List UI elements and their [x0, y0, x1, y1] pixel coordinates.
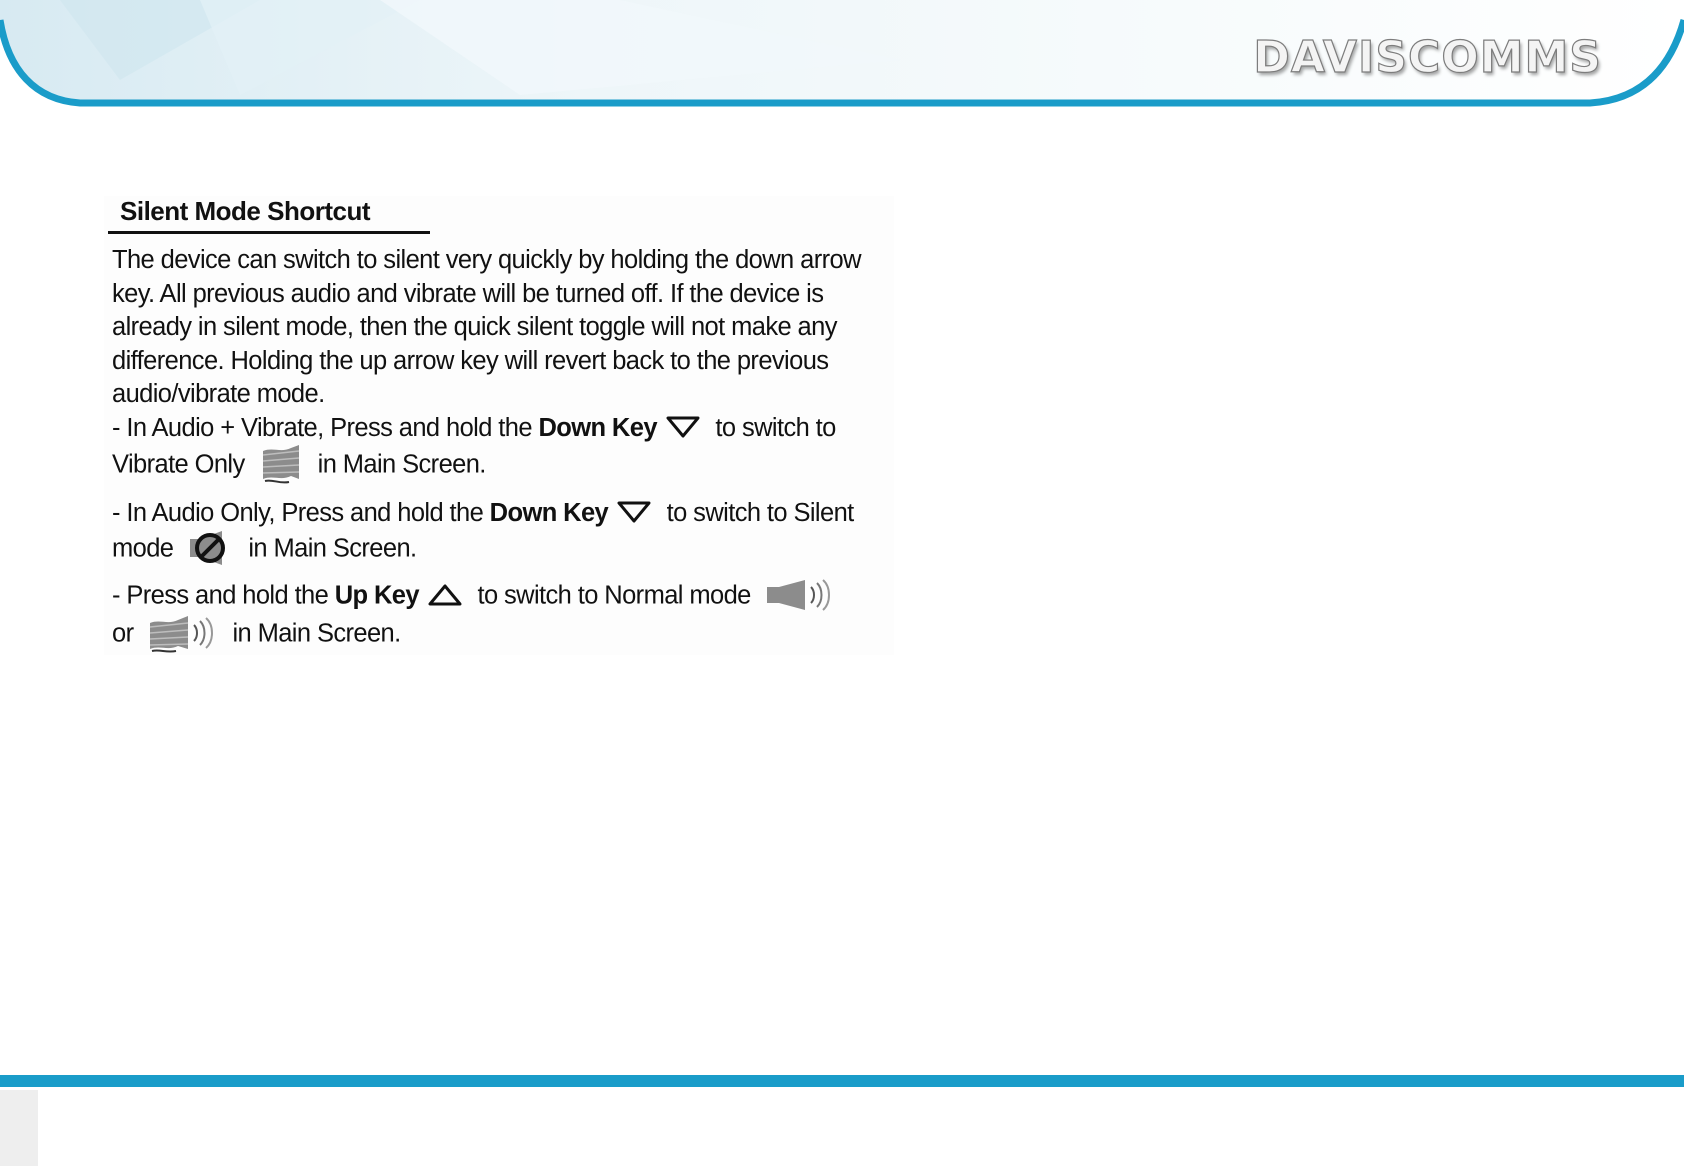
down-arrow-key-icon — [616, 500, 652, 524]
header-banner — [0, 0, 1684, 110]
intro-paragraph: The device can switch to silent very quickly by holding the down arrow key. All previous audio and vibrate will be turned off. If the device is already in silent mode, then the quick silent toggle will not make any difference. Holding the up arrow key will revert back to the previous audio/vibrate mode. — [112, 246, 861, 408]
daviscomms-logo: DAVISCOMMS — [1253, 32, 1602, 83]
step-audio-vibrate: - In Audio + Vibrate, Press and hold the Down Key to switch to Vibrate Only in Main Screen. — [112, 412, 892, 488]
step-audio-only: - In Audio Only, Press and hold the Down Key to switch to Silent mode in Main Screen. — [112, 497, 892, 569]
silent-mode-icon — [188, 529, 234, 567]
body-text — [112, 244, 892, 655]
content-panel — [104, 196, 894, 655]
up-key-label: Up Key — [334, 581, 419, 610]
down-arrow-key-icon — [665, 415, 701, 439]
normal-audio-icon — [765, 577, 835, 613]
footer-page-tab — [0, 1090, 38, 1166]
down-key-label: Down Key — [538, 413, 657, 442]
audio-vibrate-icon — [148, 613, 218, 653]
step-normal-mode: - Press and hold the Up Key to switch to Normal mode or in Main Screen. — [112, 579, 892, 655]
down-key-label: Down Key — [489, 499, 609, 527]
up-arrow-key-icon — [427, 583, 463, 607]
footer-divider — [0, 1075, 1684, 1087]
section-title: Silent Mode Shortcut — [108, 196, 430, 234]
vibrate-only-icon — [259, 443, 303, 485]
